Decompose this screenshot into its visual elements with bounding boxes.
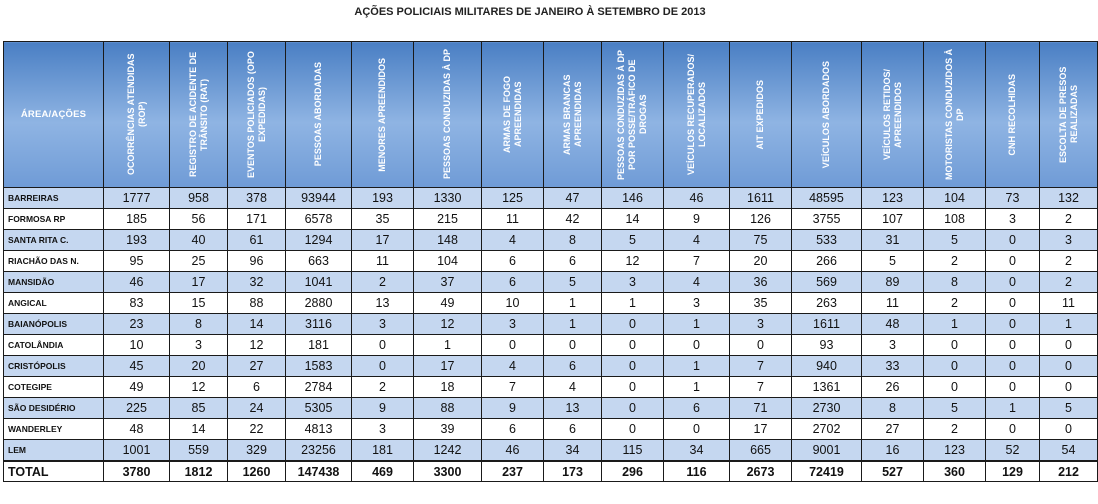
table-cell: 3 [664, 293, 730, 314]
table-cell: 0 [1040, 377, 1098, 398]
table-cell: 1 [924, 314, 986, 335]
header-row [4, 42, 1098, 188]
table-cell: 17 [352, 230, 414, 251]
table-cell: 0 [986, 230, 1040, 251]
table-row [4, 314, 1098, 335]
area-name: MANSIDÃO [4, 272, 104, 293]
table-cell: 1611 [730, 188, 792, 209]
table-cell: 6 [228, 377, 286, 398]
table-cell: 7 [664, 251, 730, 272]
table-cell: 17 [414, 356, 482, 377]
table-cell: 181 [352, 440, 414, 462]
table-cell: 10 [482, 293, 544, 314]
table-cell: 93 [792, 335, 862, 356]
table-cell: 1777 [104, 188, 170, 209]
table-cell: 1 [664, 356, 730, 377]
table-cell: 5 [1040, 398, 1098, 419]
table-cell: 48 [104, 419, 170, 440]
area-name: SÃO DESIDÉRIO [4, 398, 104, 419]
table-cell: 13 [544, 398, 602, 419]
table-cell: 0 [482, 335, 544, 356]
table-cell: 8 [862, 398, 924, 419]
table-cell: 9 [352, 398, 414, 419]
column-header [730, 42, 792, 188]
table-cell: 129 [986, 461, 1040, 482]
table-cell: 147438 [286, 461, 352, 482]
column-header [664, 42, 730, 188]
column-header-label: REGISTRO DE ACIDENTE DE TRÂNSITO (RAT) [187, 51, 209, 178]
table-cell: 0 [986, 356, 1040, 377]
table-cell: 3 [862, 335, 924, 356]
table-row [4, 188, 1098, 209]
table-cell: 1041 [286, 272, 352, 293]
table-cell: 569 [792, 272, 862, 293]
column-header [792, 42, 862, 188]
table-cell: 35 [730, 293, 792, 314]
table-cell: 104 [414, 251, 482, 272]
area-name: SANTA RITA C. [4, 230, 104, 251]
table-cell: 11 [352, 251, 414, 272]
table-cell: 533 [792, 230, 862, 251]
table-cell: 296 [602, 461, 664, 482]
table-cell: 2 [1040, 251, 1098, 272]
table-row [4, 419, 1098, 440]
table-cell: 47 [544, 188, 602, 209]
table-cell: 0 [544, 335, 602, 356]
table-cell: 2 [1040, 209, 1098, 230]
column-header [414, 42, 482, 188]
column-header [170, 42, 228, 188]
table-cell: 0 [924, 377, 986, 398]
column-header-label: ARMAS BRANCAS APREENDIDAS [561, 74, 583, 155]
table-cell: 27 [862, 419, 924, 440]
table-cell: 0 [602, 335, 664, 356]
column-header-label: PESSOAS CONDUZIDAS À DP [442, 49, 452, 180]
table-cell: 0 [664, 419, 730, 440]
table-cell: 4 [482, 230, 544, 251]
table-cell: 6 [664, 398, 730, 419]
area-name: LEM [4, 440, 104, 462]
table-cell: 56 [170, 209, 228, 230]
table-cell: 7 [482, 377, 544, 398]
table-cell: 88 [228, 293, 286, 314]
column-header-label: VEÍCULOS RETIDOS/ APREENDIDOS [881, 69, 903, 161]
table-cell: 559 [170, 440, 228, 462]
table-cell: 215 [414, 209, 482, 230]
column-header-label: ESCOLTA DE PRESOS REALIZADAS [1057, 66, 1079, 163]
column-header-label: PESSOAS ABORDADAS [313, 62, 323, 167]
table-cell: 1294 [286, 230, 352, 251]
table-cell: 237 [482, 461, 544, 482]
table-cell: 3 [482, 314, 544, 335]
table-cell: 0 [1040, 356, 1098, 377]
table-cell: 20 [170, 356, 228, 377]
table-cell: 71 [730, 398, 792, 419]
table-row [4, 356, 1098, 377]
table-cell: 940 [792, 356, 862, 377]
table-cell: 6 [482, 272, 544, 293]
table-cell: 4813 [286, 419, 352, 440]
area-name: COTEGIPE [4, 377, 104, 398]
column-header [1040, 42, 1098, 188]
table-cell: 0 [986, 251, 1040, 272]
table-cell: 72419 [792, 461, 862, 482]
table-cell: 469 [352, 461, 414, 482]
table-cell: 0 [664, 335, 730, 356]
table-cell: 0 [986, 335, 1040, 356]
table-cell: 95 [104, 251, 170, 272]
table-cell: 49 [414, 293, 482, 314]
table-cell: 3 [1040, 230, 1098, 251]
table-cell: 5305 [286, 398, 352, 419]
table-cell: 0 [602, 356, 664, 377]
table-cell: 958 [170, 188, 228, 209]
table-cell: 0 [602, 314, 664, 335]
area-name: FORMOSA RP [4, 209, 104, 230]
table-cell: 0 [602, 398, 664, 419]
table-cell: 3 [352, 419, 414, 440]
table-row [4, 209, 1098, 230]
table-cell: 6 [544, 356, 602, 377]
area-name: CATOLÂNDIA [4, 335, 104, 356]
table-cell: 5 [862, 251, 924, 272]
table-cell: 181 [286, 335, 352, 356]
table-cell: 37 [414, 272, 482, 293]
table-cell: 1583 [286, 356, 352, 377]
area-name: RIACHÃO DAS N. [4, 251, 104, 272]
table-cell: 46 [482, 440, 544, 462]
table-cell: 16 [862, 440, 924, 462]
table-cell: 6 [482, 419, 544, 440]
table-cell: 4 [482, 356, 544, 377]
table-cell: 3 [352, 314, 414, 335]
table-cell: 40 [170, 230, 228, 251]
table-cell: 171 [228, 209, 286, 230]
table-cell: 527 [862, 461, 924, 482]
table-cell: 36 [730, 272, 792, 293]
table-cell: 132 [1040, 188, 1098, 209]
table-cell: 73 [986, 188, 1040, 209]
table-cell: 0 [924, 356, 986, 377]
table-row [4, 440, 1098, 462]
area-column-header: ÁREA/AÇÕES [4, 42, 104, 188]
column-header [544, 42, 602, 188]
table-cell: 0 [986, 419, 1040, 440]
table-cell: 12 [602, 251, 664, 272]
table-cell: 54 [1040, 440, 1098, 462]
table-cell: 18 [414, 377, 482, 398]
table-cell: 3116 [286, 314, 352, 335]
table-cell: 4 [664, 230, 730, 251]
column-header [986, 42, 1040, 188]
table-cell: 0 [986, 377, 1040, 398]
table-cell: 2 [924, 251, 986, 272]
table-cell: 20 [730, 251, 792, 272]
table-cell: 14 [170, 419, 228, 440]
table-cell: 3780 [104, 461, 170, 482]
table-cell: 665 [730, 440, 792, 462]
table-cell: 48 [862, 314, 924, 335]
table-cell: 12 [170, 377, 228, 398]
table-cell: 11 [482, 209, 544, 230]
table-cell: 108 [924, 209, 986, 230]
table-cell: 6578 [286, 209, 352, 230]
column-header-label: OCORRÊNCIAS ATENDIDAS (ROP) [125, 53, 147, 176]
total-row [4, 461, 1098, 482]
table-cell: 360 [924, 461, 986, 482]
table-cell: 3755 [792, 209, 862, 230]
table-row [4, 230, 1098, 251]
table-cell: 1260 [228, 461, 286, 482]
table-cell: 88 [414, 398, 482, 419]
table-row [4, 293, 1098, 314]
table-cell: 212 [1040, 461, 1098, 482]
table-cell: 185 [104, 209, 170, 230]
area-name: ANGICAL [4, 293, 104, 314]
table-cell: 17 [730, 419, 792, 440]
area-name: BARREIRAS [4, 188, 104, 209]
table-cell: 34 [664, 440, 730, 462]
column-header-label: CNH RECOLHIDAS [1007, 73, 1017, 156]
table-cell: 2 [352, 377, 414, 398]
table-cell: 0 [602, 419, 664, 440]
table-cell: 46 [104, 272, 170, 293]
table-row [4, 251, 1098, 272]
table-cell: 9001 [792, 440, 862, 462]
table-cell: 5 [544, 272, 602, 293]
table-cell: 11 [862, 293, 924, 314]
table-cell: 1 [1040, 314, 1098, 335]
table-cell: 1361 [792, 377, 862, 398]
table-row [4, 335, 1098, 356]
table-cell: 2702 [792, 419, 862, 440]
table-cell: 0 [352, 335, 414, 356]
table-cell: 13 [352, 293, 414, 314]
table-cell: 33 [862, 356, 924, 377]
table-cell: 85 [170, 398, 228, 419]
table-cell: 1611 [792, 314, 862, 335]
column-header [482, 42, 544, 188]
table-cell: 61 [228, 230, 286, 251]
table-cell: 6 [544, 419, 602, 440]
table-cell: 15 [170, 293, 228, 314]
table-cell: 0 [986, 272, 1040, 293]
table-cell: 1 [986, 398, 1040, 419]
column-header-label: ARMAS DE FOGO APREENDIDAS [501, 76, 523, 154]
table-cell: 2 [1040, 272, 1098, 293]
table-cell: 1330 [414, 188, 482, 209]
table-cell: 2 [924, 293, 986, 314]
table-cell: 0 [986, 293, 1040, 314]
table-row [4, 272, 1098, 293]
table-cell: 8 [170, 314, 228, 335]
table-cell: 1 [544, 314, 602, 335]
area-name: BAIANÓPOLIS [4, 314, 104, 335]
column-header [602, 42, 664, 188]
table-cell: 1 [664, 377, 730, 398]
table-cell: 35 [352, 209, 414, 230]
table-cell: 0 [924, 335, 986, 356]
table-cell: 14 [228, 314, 286, 335]
table-cell: 0 [1040, 419, 1098, 440]
table-cell: 3 [986, 209, 1040, 230]
table-cell: 3 [170, 335, 228, 356]
table-cell: 9 [482, 398, 544, 419]
table-cell: 263 [792, 293, 862, 314]
table-cell: 104 [924, 188, 986, 209]
table-cell: 1 [664, 314, 730, 335]
table-cell: 663 [286, 251, 352, 272]
table-cell: 1 [602, 293, 664, 314]
table-cell: 5 [924, 230, 986, 251]
table-cell: 266 [792, 251, 862, 272]
table-cell: 123 [862, 188, 924, 209]
table-cell: 173 [544, 461, 602, 482]
table-cell: 89 [862, 272, 924, 293]
table-cell: 123 [924, 440, 986, 462]
table-cell: 1001 [104, 440, 170, 462]
table-cell: 2 [924, 419, 986, 440]
page-title: AÇÕES POLICIAIS MILITARES DE JANEIRO À SETEMBRO DE 2013 [354, 6, 706, 18]
table-cell: 5 [924, 398, 986, 419]
table-body [4, 188, 1098, 482]
table-cell: 115 [602, 440, 664, 462]
column-header-label: AIT EXPEDIDOS [755, 79, 765, 150]
table-cell: 4 [664, 272, 730, 293]
table-cell: 6 [482, 251, 544, 272]
table-cell: 10 [104, 335, 170, 356]
table-cell: 2784 [286, 377, 352, 398]
table-cell: 32 [228, 272, 286, 293]
table-cell: 22 [228, 419, 286, 440]
area-name: TOTAL [4, 461, 104, 482]
table-row [4, 398, 1098, 419]
table-cell: 14 [602, 209, 664, 230]
table-cell: 49 [104, 377, 170, 398]
column-header [104, 42, 170, 188]
table-cell: 116 [664, 461, 730, 482]
table-cell: 5 [602, 230, 664, 251]
table-cell: 107 [862, 209, 924, 230]
column-header-label: EVENTOS POLICIADOS (OPO EXPEDIDAS) [245, 51, 267, 178]
table-cell: 39 [414, 419, 482, 440]
table-cell: 1 [544, 293, 602, 314]
table-cell: 17 [170, 272, 228, 293]
column-header-label: VEÍCULOS RECUPERADOS/ LOCALIZADOS [685, 53, 707, 176]
column-header-label: PESSOAS CONDUZIDAS À DP POR POSSE/TRÁFICO DE DROGAS [616, 49, 648, 180]
table-cell: 2 [352, 272, 414, 293]
table-cell: 329 [228, 440, 286, 462]
table-cell: 6 [544, 251, 602, 272]
table-cell: 148 [414, 230, 482, 251]
table-cell: 26 [862, 377, 924, 398]
column-header-label: MOTORISTAS CONDUZIDOS À DP [943, 48, 965, 181]
table-cell: 11 [1040, 293, 1098, 314]
table-cell: 45 [104, 356, 170, 377]
column-header [228, 42, 286, 188]
table-cell: 34 [544, 440, 602, 462]
table-cell: 193 [104, 230, 170, 251]
area-name: WANDERLEY [4, 419, 104, 440]
table-cell: 2880 [286, 293, 352, 314]
table-cell: 0 [352, 356, 414, 377]
table-cell: 126 [730, 209, 792, 230]
table-cell: 146 [602, 188, 664, 209]
column-header [924, 42, 986, 188]
table-cell: 8 [924, 272, 986, 293]
table-cell: 0 [602, 377, 664, 398]
table-cell: 52 [986, 440, 1040, 462]
table-cell: 2730 [792, 398, 862, 419]
table-cell: 3 [730, 314, 792, 335]
table-cell: 3 [602, 272, 664, 293]
table-cell: 46 [664, 188, 730, 209]
table-cell: 378 [228, 188, 286, 209]
table-cell: 9 [664, 209, 730, 230]
table-cell: 23 [104, 314, 170, 335]
table-cell: 24 [228, 398, 286, 419]
table-cell: 93944 [286, 188, 352, 209]
table-cell: 42 [544, 209, 602, 230]
table-cell: 0 [986, 314, 1040, 335]
table-cell: 0 [1040, 335, 1098, 356]
table-cell: 25 [170, 251, 228, 272]
table-cell: 48595 [792, 188, 862, 209]
police-actions-table [3, 41, 1098, 482]
table-cell: 3300 [414, 461, 482, 482]
table-cell: 12 [228, 335, 286, 356]
column-header [286, 42, 352, 188]
column-header-label: MENORES APREENDIDOS [377, 57, 387, 172]
table-cell: 0 [730, 335, 792, 356]
column-header [352, 42, 414, 188]
area-name: CRISTÓPOLIS [4, 356, 104, 377]
table-cell: 1242 [414, 440, 482, 462]
table-cell: 27 [228, 356, 286, 377]
table-cell: 75 [730, 230, 792, 251]
column-header [862, 42, 924, 188]
table-cell: 96 [228, 251, 286, 272]
table-cell: 2673 [730, 461, 792, 482]
table-cell: 31 [862, 230, 924, 251]
table-cell: 7 [730, 356, 792, 377]
table-cell: 225 [104, 398, 170, 419]
table-cell: 8 [544, 230, 602, 251]
table-row [4, 377, 1098, 398]
table-cell: 23256 [286, 440, 352, 462]
table-cell: 193 [352, 188, 414, 209]
table-cell: 125 [482, 188, 544, 209]
table-cell: 1812 [170, 461, 228, 482]
table-cell: 1 [414, 335, 482, 356]
table-cell: 83 [104, 293, 170, 314]
table-cell: 12 [414, 314, 482, 335]
table-cell: 7 [730, 377, 792, 398]
table-cell: 4 [544, 377, 602, 398]
column-header-label: VEÍCULOS ABORDADOS [821, 60, 831, 169]
